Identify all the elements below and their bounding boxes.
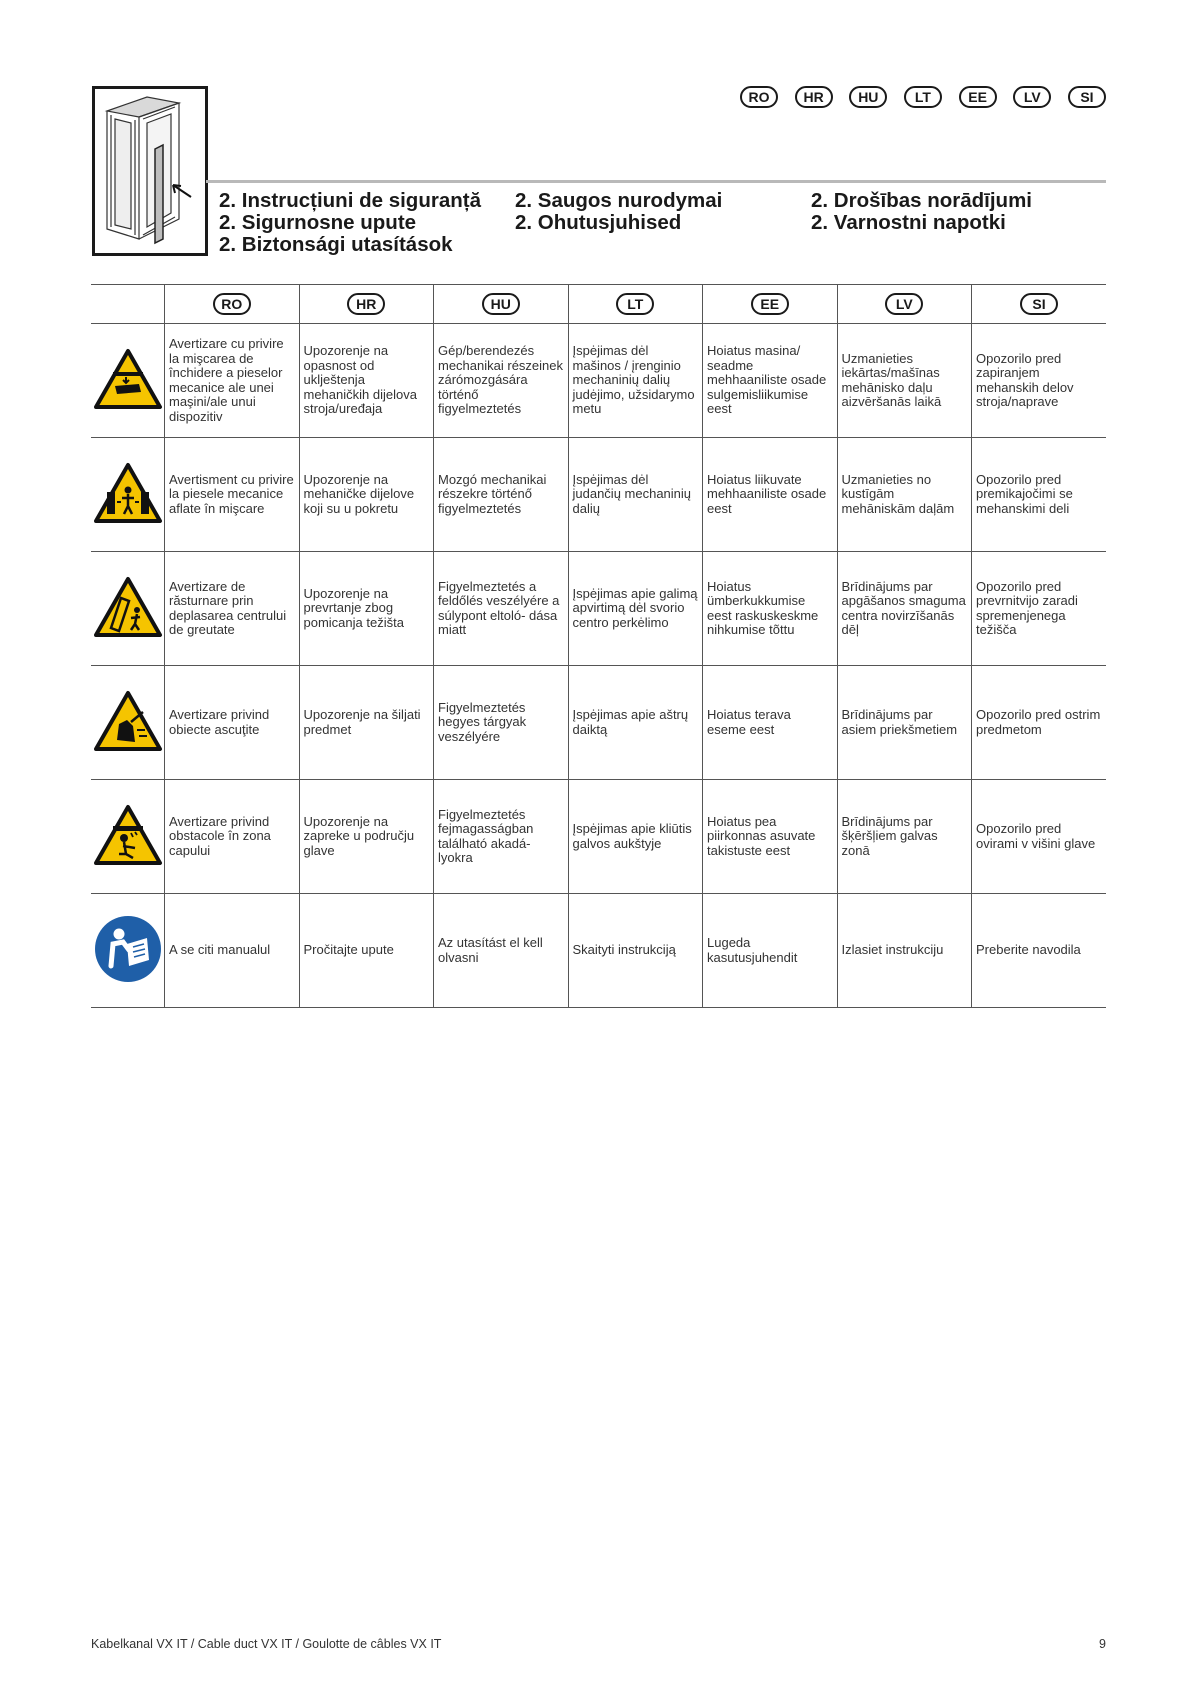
cell-hu: Gép/berendezés mechanikai részeinek zárómozgására történő figyelmeztetés [434,324,569,438]
lang-badge-si: SI [1068,86,1106,108]
table-row [91,780,1106,894]
cell-ro: A se citi manualul [165,894,300,1008]
column-badge-lt: LT [616,293,654,315]
language-badges [740,86,1106,108]
column-badge-si: SI [1020,293,1058,315]
table-row [91,666,1106,780]
tipping-hazard-warning-icon [93,576,163,638]
warning-icon-cell [91,438,165,552]
cell-si: Opozorilo pred zapiranjem mehanskih delov stroja/naprave [972,324,1107,438]
cell-hu: Mozgó mechanikai részekre történő figyelmeztetés [434,438,569,552]
lang-badge-lv: LV [1013,86,1051,108]
lang-badge-lt: LT [904,86,942,108]
table-header-row [91,285,1106,324]
cell-si: Opozorilo pred prevrnitvijo zaradi spremenjenega težišča [972,552,1107,666]
column-header-ee [703,285,838,324]
table-row [91,438,1106,552]
title-column-2 [515,190,805,234]
cell-lv: Brīdinājums par apgāšanos smaguma centra novirzīšanās dēļ [837,552,972,666]
lang-badge-hr: HR [795,86,833,108]
cell-ro: Avertizare cu privire la mişcarea de închidere a pieselor mecanice ale unei maşini/ale unui dispozitiv [165,324,300,438]
cell-hr: Upozorenje na zapreke u području glave [299,780,434,894]
title-si: 2. Varnostni napotki [811,211,1006,234]
cell-hr: Upozorenje na mehaničke dijelove koji su u pokretu [299,438,434,552]
cell-ee: Hoiatus ümberkukkumise eest raskuskeskme nihkumise tõttu [703,552,838,666]
mandatory-icon-cell [91,894,165,1008]
cell-lt: Įspėjimas apie galimą apvirtimą dėl svorio centro perkėlimo [568,552,703,666]
head-obstacle-warning-icon [93,804,163,866]
cell-lv: Brīdinājums par asiem priekšmetiem [837,666,972,780]
cell-lt: Įspėjimas dėl mašinos / įrenginio mechaninių dalių judėjimo, užsidarymo metu [568,324,703,438]
cell-lv: Izlasiet instrukciju [837,894,972,1008]
sharp-objects-warning-icon [93,690,163,752]
column-header-si [972,285,1107,324]
lang-badge-ro: RO [740,86,778,108]
column-header-ro [165,285,300,324]
cell-lv: Uzmanieties iekārtas/mašīnas mehānisko daļu aizvēršanās laikā [837,324,972,438]
title-lv: 2. Drošības norādījumi [811,189,1032,212]
cell-ro: Avertizare privind obstacole în zona capului [165,780,300,894]
page-number: 9 [1099,1637,1106,1651]
icon-column-header [91,285,165,324]
cell-lt: Įspėjimas apie kliūtis galvos aukštyje [568,780,703,894]
cell-lv: Brīdinājums par šķēršļiem galvas zonā [837,780,972,894]
lang-badge-hu: HU [849,86,887,108]
cell-lt: Skaityti instrukciją [568,894,703,1008]
table-row [91,552,1106,666]
column-badge-ro: RO [213,293,251,315]
cell-si: Opozorilo pred premikajočimi se mehanskimi deli [972,438,1107,552]
cabinet-illustration [92,86,208,256]
cell-si: Opozorilo pred ovirami v višini glave [972,780,1107,894]
lang-badge-ee: EE [959,86,997,108]
warning-icon-cell [91,666,165,780]
title-hr: 2. Sigurnosne upute [219,211,417,234]
cell-ro: Avertisment cu privire la piesele mecanice aflate în mişcare [165,438,300,552]
column-header-lt [568,285,703,324]
cell-ee: Hoiatus masina/ seadme mehhaaniliste osade sulgemisliikumise eest [703,324,838,438]
title-column-1 [219,190,509,256]
title-column-3 [811,190,1101,234]
cell-ee: Hoiatus terava eseme eest [703,666,838,780]
cabinet-icon [95,89,205,253]
column-badge-lv: LV [885,293,923,315]
column-header-hu [434,285,569,324]
cell-ro: Avertizare de răsturnare prin deplasarea centrului de greutate [165,552,300,666]
title-hu: 2. Biztonsági utasítások [219,233,453,256]
column-badge-ee: EE [751,293,789,315]
cell-ee: Hoiatus pea piirkonnas asuvate takistuste eest [703,780,838,894]
cell-lt: Įspėjimas apie aštrų daiktą [568,666,703,780]
cell-hr: Pročitajte upute [299,894,434,1008]
cell-hu: Az utasítást el kell olvasni [434,894,569,1008]
column-header-hr [299,285,434,324]
title-ee: 2. Ohutusjuhised [515,211,682,234]
cell-lt: Įspėjimas dėl judančių mechaninių dalių [568,438,703,552]
cell-hu: Figyelmeztetés hegyes tárgyak veszélyére [434,666,569,780]
title-rule [206,180,1106,183]
column-badge-hu: HU [482,293,520,315]
warning-icon-cell [91,552,165,666]
cell-hu: Figyelmeztetés fejmagasságban található akadá- lyokra [434,780,569,894]
cell-hr: Upozorenje na opasnost od uklještenja mehaničkih dijelova stroja/uređaja [299,324,434,438]
cell-si: Preberite navodila [972,894,1107,1008]
cell-ro: Avertizare privind obiecte ascuţite [165,666,300,780]
cell-hr: Upozorenje na šiljati predmet [299,666,434,780]
title-ro: 2. Instrucțiuni de siguranță [219,189,481,212]
cell-si: Opozorilo pred ostrim predmetom [972,666,1107,780]
column-badge-hr: HR [347,293,385,315]
cell-ee: Lugeda kasutusjuhendit [703,894,838,1008]
warning-icon-cell [91,780,165,894]
moving-parts-warning-icon [93,462,163,524]
read-manual-icon [93,914,163,984]
warning-icon-cell [91,324,165,438]
cell-hu: Figyelmeztetés a feldőlés veszélyére a súlypont eltoló- dása miatt [434,552,569,666]
table-row [91,894,1106,1008]
column-header-lv [837,285,972,324]
cell-ee: Hoiatus liikuvate mehhaaniliste osade eest [703,438,838,552]
footer-document-title: Kabelkanal VX IT / Cable duct VX IT / Goulotte de câbles VX IT [91,1637,442,1651]
crush-hazard-warning-icon [93,348,163,410]
cell-hr: Upozorenje na prevrtanje zbog pomicanja težišta [299,552,434,666]
table-row [91,324,1106,438]
cell-lv: Uzmanieties no kustīgām mehāniskām daļām [837,438,972,552]
safety-warnings-table [91,284,1106,1008]
title-lt: 2. Saugos nurodymai [515,189,723,212]
